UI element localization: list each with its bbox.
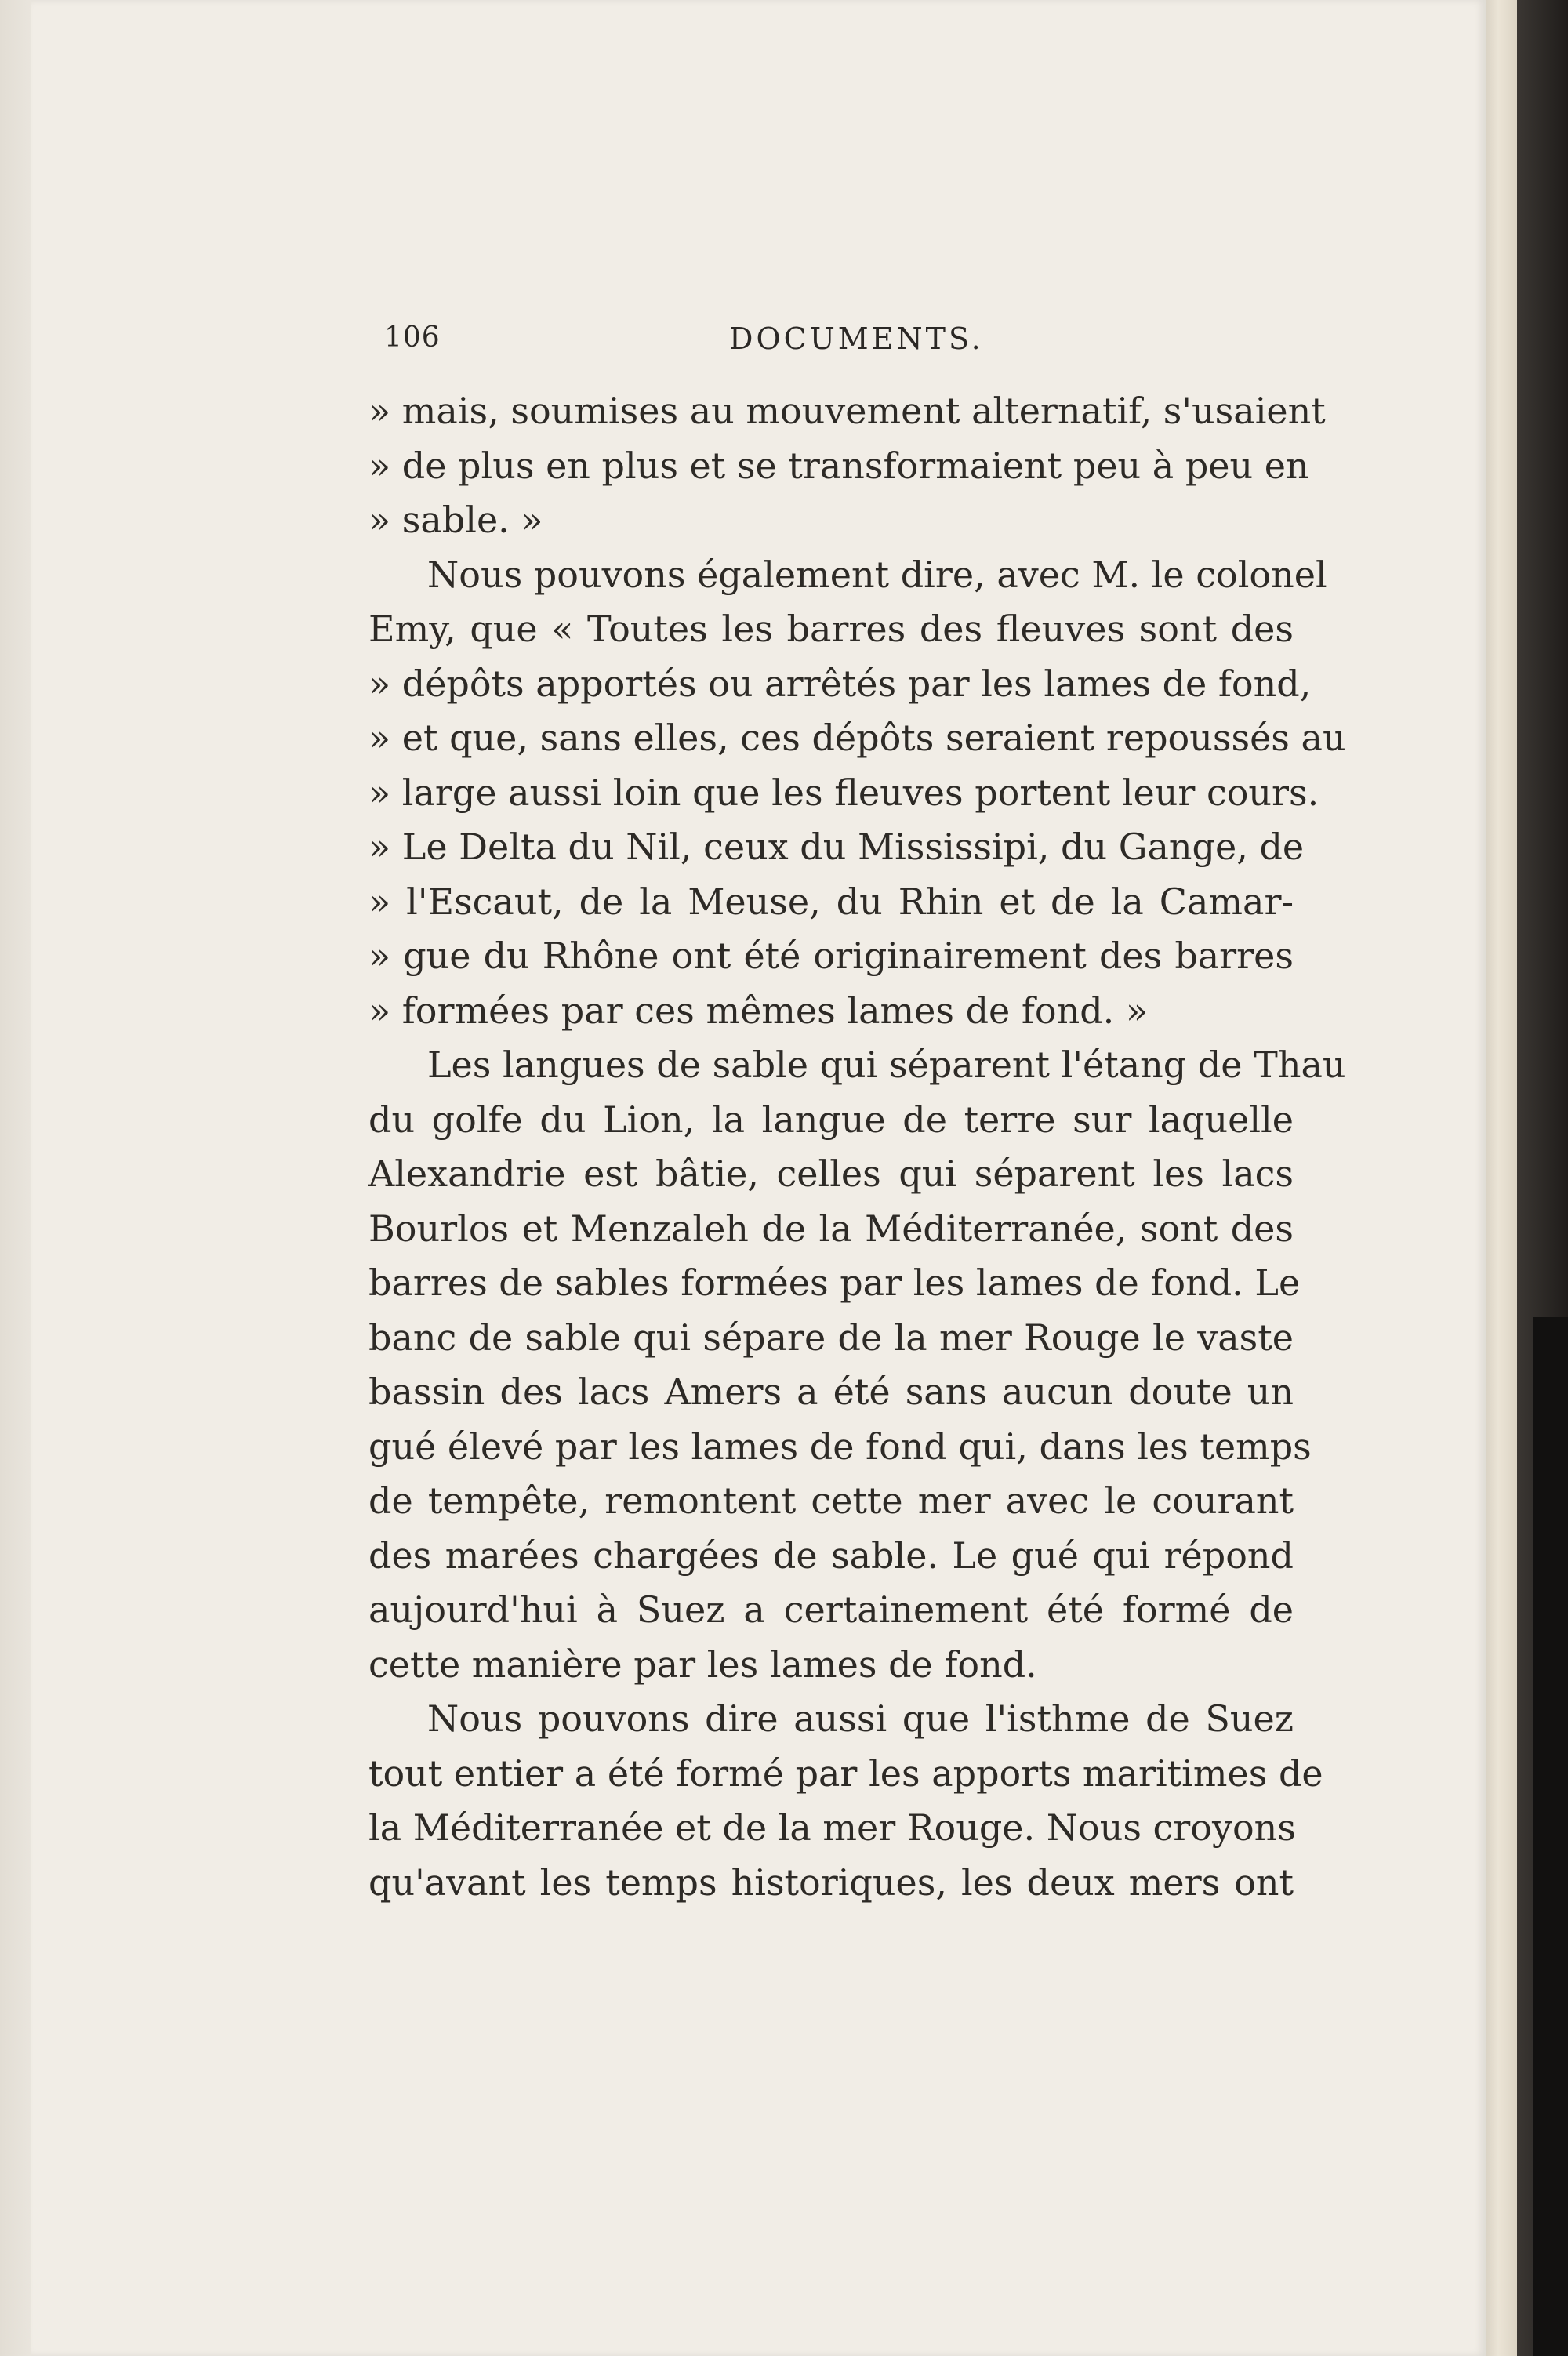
text-line: bassin des lacs Amers a été sans aucun doute un — [368, 1370, 1294, 1413]
text-line: barres de sables formées par les lames de fond. Le — [368, 1261, 1301, 1304]
paragraph-start-line: Nous pouvons également dire, avec M. le colonel — [427, 553, 1327, 596]
page-edge — [1486, 0, 1517, 2356]
body-text — [368, 384, 1346, 1910]
text-line: tout entier a été formé par les apports maritimes de — [368, 1752, 1323, 1795]
text-line: » large aussi loin que les fleuves portent leur cours. — [368, 771, 1319, 814]
text-line: Alexandrie est bâtie, celles qui séparent les lacs — [368, 1153, 1294, 1195]
text-line: de tempête, remontent cette mer avec le courant — [368, 1479, 1294, 1522]
text-line: cette manière par les lames de fond. — [368, 1643, 1037, 1686]
paragraph-start-line: Nous pouvons dire aussi que l'isthme de Suez — [427, 1697, 1294, 1740]
text-line: » de plus en plus et se transformaient peu à peu en — [368, 444, 1309, 487]
text-line: » mais, soumises au mouvement alternatif, s'usaient — [368, 390, 1326, 432]
text-line: des marées chargées de sable. Le gué qui répond — [368, 1534, 1294, 1577]
page-header — [384, 321, 1262, 361]
paragraph-start-line: Les langues de sable qui séparent l'étang de Thau — [427, 1044, 1346, 1086]
text-line: » dépôts apportés ou arrêtés par les lames de fond, — [368, 662, 1312, 705]
page-number: 106 — [384, 321, 441, 354]
text-line: aujourd'hui à Suez a certainement été formé de — [368, 1588, 1294, 1631]
binding-shadow — [1533, 1317, 1568, 2356]
text-line: » formées par ces mêmes lames de fond. » — [368, 989, 1149, 1032]
text-line: banc de sable qui sépare de la mer Rouge le vaste — [368, 1316, 1294, 1359]
text-line: » sable. » — [368, 499, 543, 541]
text-line: qu'avant les temps historiques, les deux mers ont — [368, 1860, 1294, 1904]
text-line: du golfe du Lion, la langue de terre sur laquelle — [368, 1098, 1294, 1141]
running-head: DOCUMENTS. — [729, 321, 984, 356]
text-line: » et que, sans elles, ces dépôts seraient repoussés au — [368, 717, 1346, 759]
text-line: » Le Delta du Nil, ceux du Mississipi, du Gange, de — [368, 826, 1305, 868]
text-line: Bourlos et Menzaleh de la Méditerranée, sont des — [368, 1207, 1294, 1250]
text-line: gué élevé par les lames de fond qui, dans les temps — [368, 1425, 1312, 1468]
text-line: » l'Escaut, de la Meuse, du Rhin et de la Camar- — [368, 880, 1294, 923]
text-line: Emy, que « Toutes les barres des fleuves sont des — [368, 608, 1294, 650]
text-line: » gue du Rhône ont été originairement des barres — [368, 935, 1294, 977]
text-line: la Méditerranée et de la mer Rouge. Nous croyons — [368, 1806, 1296, 1849]
